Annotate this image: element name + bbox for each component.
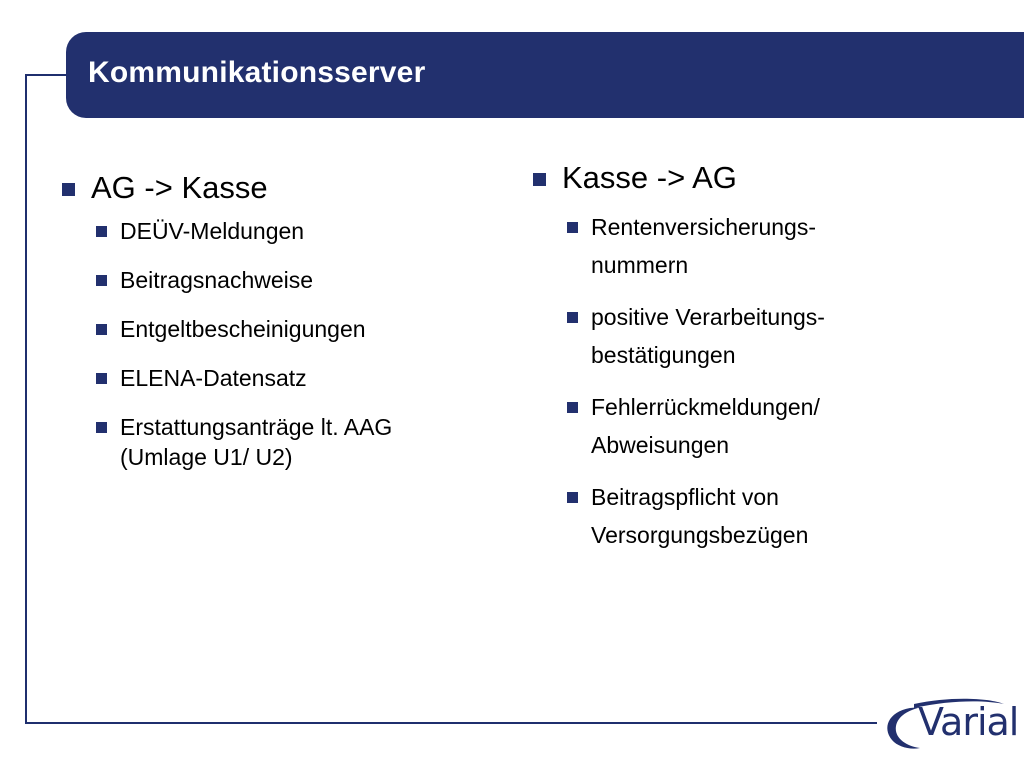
slide-title: Kommunikationsserver [88, 56, 426, 89]
right-heading-item [533, 158, 913, 198]
left-sublist [96, 216, 492, 472]
frame-line-bottom [25, 722, 877, 724]
list-item [567, 298, 913, 374]
square-bullet-icon [96, 275, 107, 286]
list-item-text: ELENA-Datensatz [120, 365, 307, 391]
list-item [96, 412, 492, 472]
list-item [96, 363, 492, 393]
square-bullet-icon [567, 312, 578, 323]
right-column [533, 158, 913, 568]
square-bullet-icon [567, 402, 578, 413]
square-bullet-icon [62, 183, 75, 196]
frame-line-left [25, 74, 27, 724]
square-bullet-icon [567, 492, 578, 503]
right-sublist [567, 208, 913, 554]
left-heading-item [62, 168, 492, 208]
list-item-text: Fehlerrückmeldungen/ Abweisungen [591, 394, 820, 458]
list-item [96, 314, 492, 344]
list-item-text: positive Verarbeitungs- bestätigungen [591, 304, 825, 368]
list-item-text: Beitragspflicht von Versorgungsbezügen [591, 484, 809, 548]
square-bullet-icon [96, 226, 107, 237]
list-item-text: Rentenversicherungs- nummern [591, 214, 817, 278]
square-bullet-icon [533, 173, 546, 186]
square-bullet-icon [96, 373, 107, 384]
left-column [62, 168, 492, 491]
square-bullet-icon [96, 324, 107, 335]
list-item-text: DEÜV-Meldungen [120, 218, 305, 244]
right-heading: Kasse -> AG [562, 160, 737, 195]
left-heading: AG -> Kasse [91, 170, 268, 205]
frame-line-top [25, 74, 70, 76]
list-item-text: Erstattungsanträge lt. AAG (Umlage U1/ U2) [120, 414, 393, 470]
list-item [567, 208, 913, 284]
list-item [567, 388, 913, 464]
list-item-text: Entgeltbescheinigungen [120, 316, 366, 342]
logo-wordmark: Varial [918, 700, 1019, 744]
list-item [96, 265, 492, 295]
list-item [96, 216, 492, 246]
square-bullet-icon [567, 222, 578, 233]
list-item-text: Beitragsnachweise [120, 267, 314, 293]
square-bullet-icon [96, 422, 107, 433]
list-item [567, 478, 913, 554]
